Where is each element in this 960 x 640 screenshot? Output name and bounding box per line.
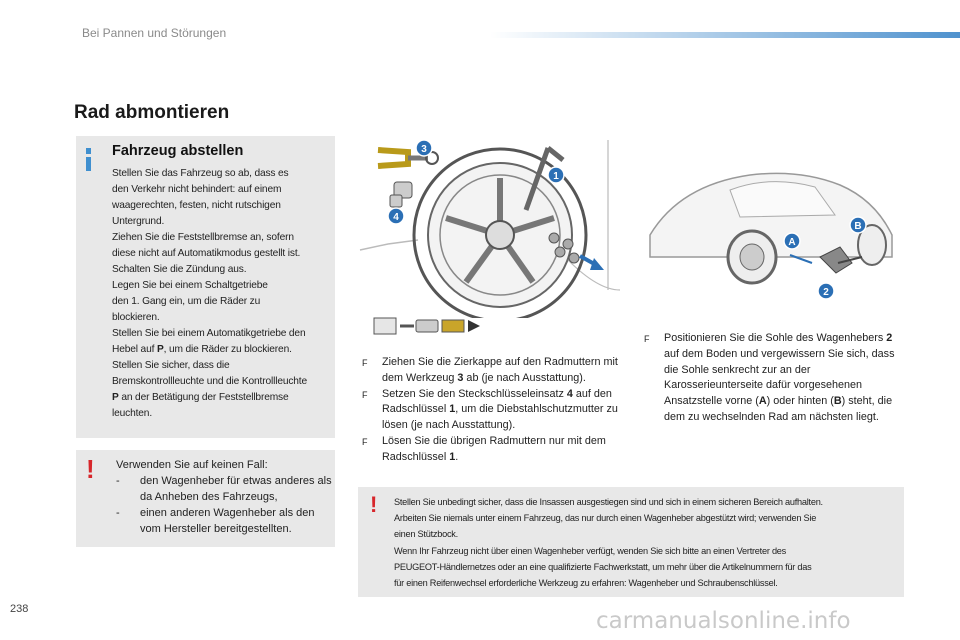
info-line xyxy=(112,342,330,358)
label-text: 4 xyxy=(393,212,399,223)
wheel-brace-handle xyxy=(548,148,563,160)
info-line: Stellen Sie bei einem Automatikgetriebe den xyxy=(112,328,306,339)
label-one xyxy=(548,167,564,183)
info-icon-stem xyxy=(86,157,91,171)
step-part: Setzen Sie den Steckschlüsseleinsatz xyxy=(382,387,567,400)
warning-text xyxy=(116,457,332,537)
warning-icon: ! xyxy=(86,454,95,484)
info-bold-p: P xyxy=(112,392,119,403)
step-text xyxy=(382,387,624,434)
step-part: Ziehen Sie die Zierkappe auf den Radmuttern mit dem Werkzeug xyxy=(382,356,618,384)
info-bold-p: P xyxy=(156,344,164,355)
info-box-text xyxy=(112,166,330,422)
dash: - xyxy=(116,507,120,519)
label-two xyxy=(818,283,834,299)
step-item xyxy=(362,434,624,466)
bottom-warning-text xyxy=(394,494,899,591)
front-hub xyxy=(740,244,764,270)
info-line: diese nicht auf Automatikmodus gestellt ist. xyxy=(112,248,301,259)
anti-theft-socket xyxy=(390,195,402,207)
info-line: Ziehen Sie die Feststellbremse an, sofern xyxy=(112,232,294,243)
step-text xyxy=(664,331,906,426)
step-item xyxy=(644,331,906,426)
warning-intro: Verwenden Sie auf keinen Fall: xyxy=(116,459,268,471)
body-line xyxy=(360,240,418,250)
page-title: Rad abmontieren xyxy=(74,102,230,123)
bullet-icon: F xyxy=(362,389,368,400)
bullet-icon: F xyxy=(362,358,368,368)
info-inline: , um die Räder zu blockieren. xyxy=(163,344,292,355)
bullet-icon: F xyxy=(362,436,368,447)
warning-line: PEUGEOT-Händlernetzes oder an eine qualifizierte Fachwerkstatt, um mehr über die Artikelnummern für das xyxy=(394,561,812,572)
step-part: ) steht, die dem zu wechselnden Rad am nächsten liegt. xyxy=(664,395,893,423)
wheel-tools-illustration xyxy=(358,140,620,318)
info-inline: an der Betätigung der Feststellbremse xyxy=(118,392,289,403)
step-jack xyxy=(644,331,906,426)
ref-number: 3 xyxy=(457,371,464,384)
car-jack-illustration xyxy=(640,145,902,315)
tool-cap xyxy=(374,318,396,334)
warning-line: einen Stützbock. xyxy=(394,529,458,540)
step-item xyxy=(362,387,624,434)
warning-line: Wenn Ihr Fahrzeug nicht über einen Wagenheber verfügt, wenden Sie sich bitte an einen Vertreter des xyxy=(394,545,787,556)
ref-letter: B xyxy=(833,395,842,408)
label-b xyxy=(850,217,866,233)
steps-list xyxy=(362,355,624,466)
tool-arrow-icon xyxy=(468,320,480,332)
info-line: blockieren. xyxy=(112,312,160,323)
label-text: 2 xyxy=(823,287,829,298)
warning-item-text: einen anderen Wagenheber als den vom Hersteller bereitgestellten. xyxy=(140,507,315,535)
tool-socket xyxy=(416,320,438,332)
warning-line: für einen Reifenwechsel erforderliche Werkzeug zu erfahren: Wagenheber und Schraubenschlüssel. xyxy=(394,578,778,589)
step-part: ) oder hinten ( xyxy=(766,395,834,408)
step-part: ab (je nach Ausstattung). xyxy=(463,371,586,384)
tool-adapter xyxy=(442,320,464,332)
page-number: 238 xyxy=(10,603,29,615)
label-three xyxy=(416,140,432,156)
ref-letter: A xyxy=(758,395,767,408)
info-line: Legen Sie bei einem Schaltgetriebe xyxy=(112,280,268,291)
step-part: Positionieren Sie die Sohle des Wagenhebers xyxy=(664,332,887,344)
hub xyxy=(486,221,514,249)
step-part: , um die Diebstahlschutzmutter zu lösen (je nach Ausstattung). xyxy=(382,403,618,432)
warning-line: Stellen Sie unbedingt sicher, dass die Insassen ausgestiegen sind und sich in einem sicheren Bereich aufhalten. xyxy=(394,497,823,507)
info-line: Bremskontrollleuchte und die Kontrollleuchte xyxy=(112,376,308,387)
info-line: Stellen Sie sicher, dass die xyxy=(112,360,230,371)
dash: - xyxy=(116,475,120,487)
info-line: den Verkehr nicht behindert: auf einem xyxy=(112,184,282,195)
info-line: Untergrund. xyxy=(112,216,165,227)
info-line xyxy=(112,390,330,406)
warning-icon: ! xyxy=(370,492,378,517)
info-icon xyxy=(86,148,91,154)
warning-line: Arbeiten Sie niemals unter einem Fahrzeug, das nur durch einen Wagenheber abgestützt wird; verwenden Sie xyxy=(394,513,817,524)
label-four xyxy=(388,208,404,224)
label-text: 1 xyxy=(553,171,559,182)
label-text: A xyxy=(788,237,796,248)
header-accent-bar xyxy=(490,32,960,38)
ref-number: 1 xyxy=(449,450,456,463)
tools-strip-illustration xyxy=(372,312,492,338)
info-line: Stellen Sie das Fahrzeug so ab, dass es xyxy=(112,168,289,179)
info-line: leuchten. xyxy=(112,408,152,419)
step-part: . xyxy=(455,450,459,463)
info-line: waagerechten, festen, nicht rutschigen xyxy=(112,200,281,211)
ref-number: 2 xyxy=(886,332,893,344)
warning-item xyxy=(116,505,332,537)
watermark: carmanualsonline.info xyxy=(596,608,851,634)
bullet-icon: F xyxy=(644,334,650,344)
cap-remover-tool xyxy=(378,150,408,166)
label-text: 3 xyxy=(421,144,427,155)
step-text xyxy=(382,355,624,387)
step-part: auf dem Boden und vergewissern Sie sich, dass die Sohle senkrecht zur an der Karosserieunterseite dafür vorgesehenen Ansatzstelle vorne ( xyxy=(664,347,895,408)
removal-arrow-head xyxy=(590,258,604,270)
step-part: Lösen Sie die übrigen Radmuttern nur mit dem Radschlüssel xyxy=(382,434,606,463)
label-text: B xyxy=(854,221,862,232)
label-a xyxy=(784,233,800,249)
step-item xyxy=(362,355,624,387)
step-text xyxy=(382,434,624,466)
info-inline: Hebel auf xyxy=(112,344,155,355)
step-part: auf den Radschlüssel xyxy=(382,387,612,416)
info-line: den 1. Gang ein, um die Räder zu xyxy=(112,296,261,307)
info-line: Schalten Sie die Zündung aus. xyxy=(112,264,247,275)
warning-item xyxy=(116,473,332,505)
ref-number: 4 xyxy=(566,387,573,400)
ref-number: 1 xyxy=(449,403,456,416)
warning-item-text: den Wagenheber für etwas anderes als da Anheben des Fahrzeugs, xyxy=(140,475,332,503)
info-box-title: Fahrzeug abstellen xyxy=(112,143,244,159)
section-header: Bei Pannen und Störungen xyxy=(82,26,227,40)
